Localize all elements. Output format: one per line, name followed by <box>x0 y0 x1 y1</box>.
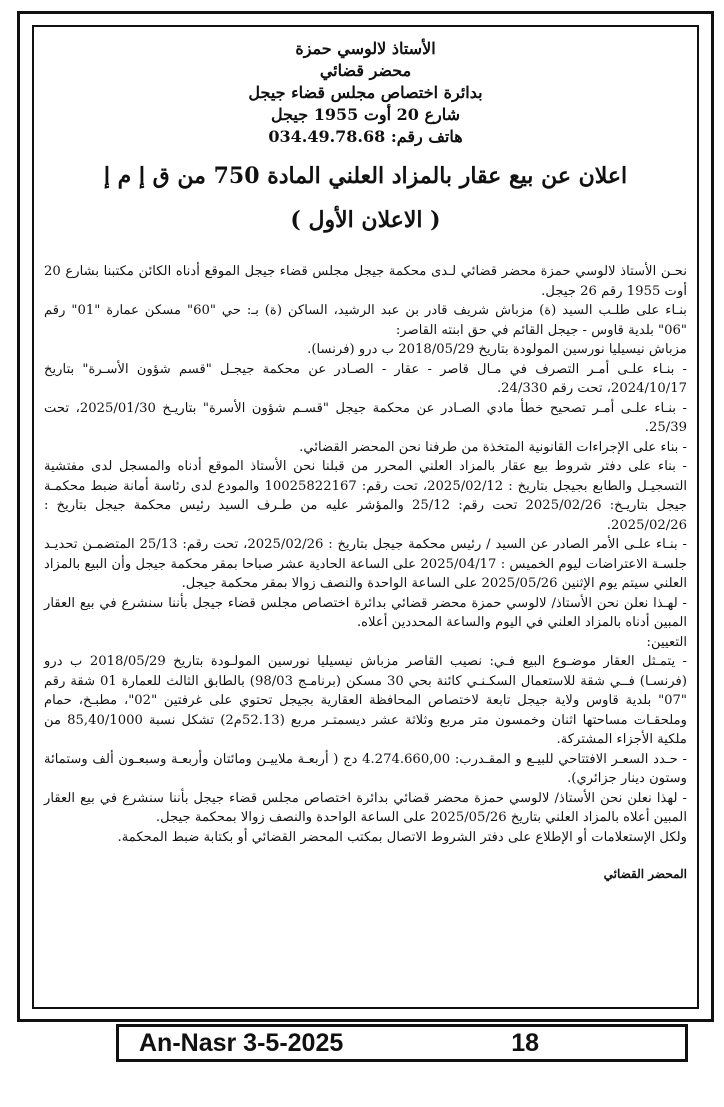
jurisdiction: بدائرة اختصاص مجلس قضاء جيجل <box>248 83 483 102</box>
bailiff-name: الأستاذ لالوسي حمزة <box>295 39 436 58</box>
announcement-body <box>44 262 687 847</box>
address: شارع 20 أوت 1955 جيجل <box>270 105 461 124</box>
announcement-subtitle: ( الاعلان الأول ) <box>290 207 441 233</box>
paragraph: بنـاء على طلـب السيد (ة) مزباش شريف قادر بن عبد الرشيد، الساكن (ة) بـ: حي "60" مسكن عمارة "01" رقم "06" بلدية قاوس - جيجل القائم في حق ابنته القاصر: <box>44 303 687 338</box>
paragraph: - يتمـثل العقار موضـوع البيع فـي: نصيب القاصر مزباش نيسيليا نورسين المولـودة بتاريخ 2018/05/29 ب درو (فرنسـا) فــي شقة للاستعمال السكـنـي كائنة بحي 30 مسكن (برنامـج 98/03) بالطابق الثالث للعمارة 01 شقة رقم "07" بلدية قاوس ولاية جيجل تابعة لاختصاص المحافظة العقارية بجيجل تحتوي على غرفتين "02"، مطبـخ، حمام وملحقـات مساحتها اثنان وخمسون متر مربع وثلاثة عشر ديسمتـر مربع (52.13م2) تشكل نسبة 85,40/1000 من ملكية الأجزاء المشتركة. <box>44 654 687 747</box>
paragraph: - بنـاء علـى الأمر الصادر عن السيد / رئيس محكمة جيجل بتاريخ : 2025/02/26، تحت رقم: 25/13 المتضمـن تحديـد جلسـة الاعتراضات ليوم الخميس : 2025/04/17 على الساعة الحادية عشر صباحا بمقر محكمة جيجل وأن البيع بالمزاد العلني سيتم يوم الإثنين 2025/05/26 على الساعة الواحدة والنصف زوالا بمقر محكمة جيجل. <box>44 537 687 591</box>
paragraph: - بناء على الإجراءات القانونية المتخذة من طرفنا نحن المحضر القضائي. <box>299 439 687 455</box>
paragraph: - لهـذا نعلن نحن الأستاذ/ لالوسي حمزة محضر قضائي بدائرة اختصاص مجلس قضاء جيجل بأننا سنشرع في بيع العقار المبين أدناه بالمزاد العلني في اليوم والساعة المحددين أعلاه. <box>44 595 687 630</box>
signature: المحضر القضائي <box>603 867 687 881</box>
publication-date: An-Nasr 3-5-2025 <box>139 1028 344 1057</box>
page-number: 18 <box>511 1028 539 1057</box>
paragraph: نحـن الأستاذ لالوسي حمزة محضر قضائي لـدى محكمة جيجل مجلس قضاء جيجل الموقع أدناه الكائن مكتبنا بشارع 20 أوت 1955 رقم 26 جيجل. <box>44 264 687 299</box>
announcement <box>44 38 687 881</box>
bailiff-header <box>44 38 687 148</box>
announcement-title: اعلان عن بيع عقار بالمزاد العلني المادة 750 من ق إ م إ <box>103 163 628 189</box>
paragraph: التعيين: <box>646 634 687 650</box>
paragraph: - بنـاء علـى أمـر التصرف في مـال قاصر - عقار - الصـادر عن محكمة جيجـل "قسم شؤون الأسـرة" بتاريخ 2024/10/17، تحت رقم 24/330. <box>44 361 687 396</box>
paragraph: - بناء على دفتر شروط بيع عقار بالمزاد العلني المحرر من قبلنا نحن الأستاذ الموقع أدناه والمسجل لدى مفتشية التسجيـل والطابع بجيجل بتاريخ : 2025/02/12، تحت رقم: 10025822167 والمودع لدى رئاسة أمانة ضبط محكمـة جيجل بتاريـخ: 2025/02/26 تحت رقم: 25/12 والمؤشر عليه من طـرف السيد رئيس محكمة جيجل بتاريخ : 2025/02/26. <box>44 459 688 533</box>
paragraph: - حـدد السعـر الافتتاحي للبيـع و المقـدرب: 4.274.660,00 دج ( أربعـة ملاييـن ومائتان وأربعـة وسبعـون ألف وستمائة وستون دينار جزائري). <box>44 751 687 786</box>
footer-bar <box>116 1024 688 1062</box>
paragraph: - لهذا نعلن نحن الأستاذ/ لالوسي حمزة محضر قضائي بدائرة اختصاص مجلس قضاء جيجل بأننا سنشرع في بيع العقار المبين أعلاه بالمزاد العلني بتاريخ 2025/05/26 على الساعة الواحدة والنصف زوالا بمحكمة جيجل. <box>44 790 687 825</box>
bailiff-title: محضر قضائي <box>319 61 412 80</box>
phone: هاتف رقم: 034.49.78.68 <box>268 127 463 146</box>
paragraph: - بنـاء علـى أمـر تصحيح خطأ مادي الصـادر عن محكمة جيجل "قسـم شؤون الأسرة" بتاريـخ 2025/01/30، تحت 25/39. <box>44 400 687 435</box>
paragraph: مزباش نيسيليا نورسين المولودة بتاريخ 2018/05/29 ب درو (فرنسا). <box>307 342 687 357</box>
paragraph: ولكل الإستعلامات أو الإطلاع على دفتر الشروط الاتصال بمكتب المحضر القضائي أو بكتابة ضبط المحكمة. <box>117 829 687 845</box>
